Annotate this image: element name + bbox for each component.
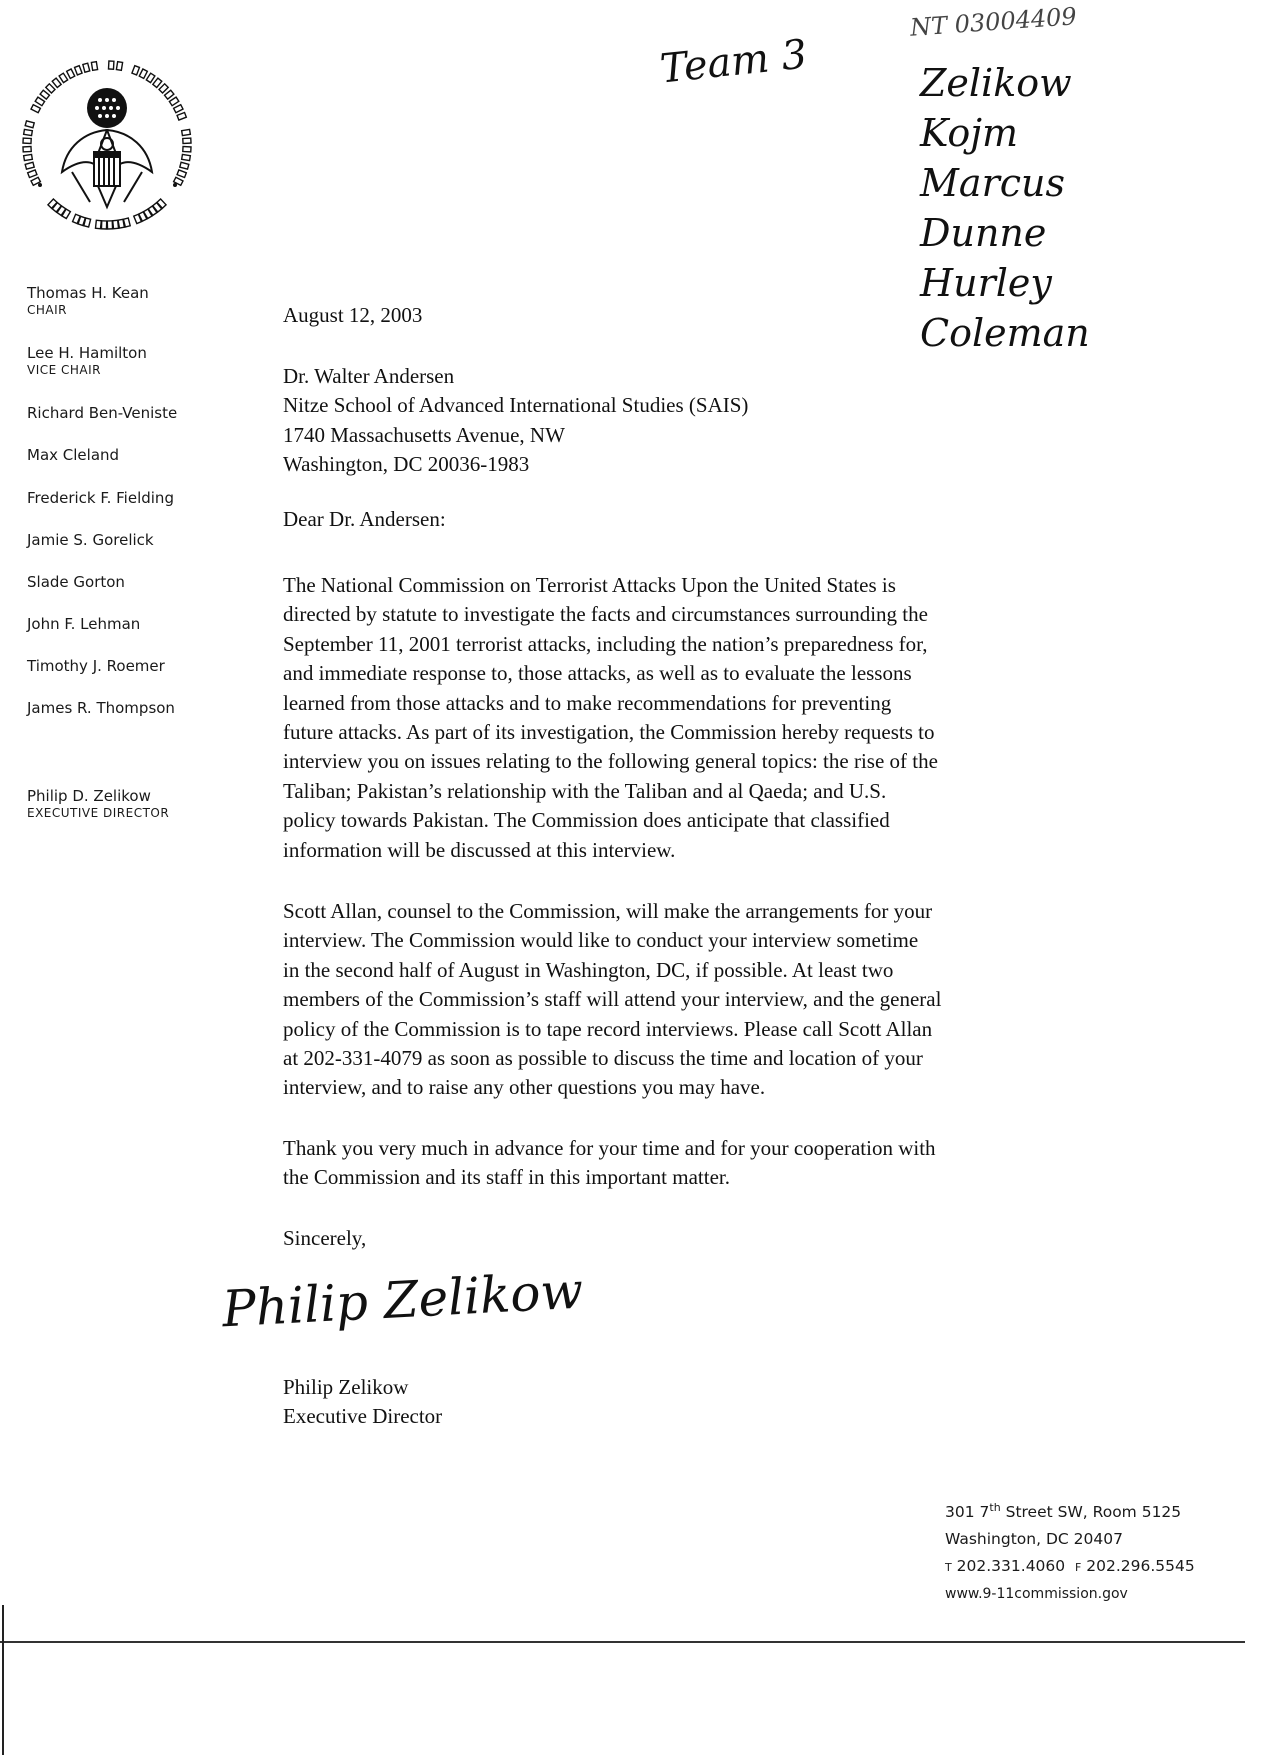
seal-letter-mark xyxy=(23,146,31,151)
commission-address xyxy=(945,1494,1195,1608)
seal-letter-mark xyxy=(24,129,33,135)
text-line: in the second half of August in Washington, DC, if possible. At least two xyxy=(283,957,894,982)
seal-letter-mark xyxy=(116,62,122,71)
seal-letter-mark xyxy=(62,209,70,218)
seal-letter-mark xyxy=(31,105,40,113)
seal-letter-mark xyxy=(146,73,155,82)
city-line: Washington, DC 20407 xyxy=(945,1530,1123,1549)
fax-label: F xyxy=(1075,1561,1082,1575)
seal-letter-mark xyxy=(174,105,183,113)
roster-entry: Richard Ben-Veniste xyxy=(27,404,178,422)
seal-letter-mark xyxy=(40,90,49,99)
text-line: members of the Commission’s staff will attend your interview, and the general xyxy=(283,987,942,1012)
text-line: Taliban; Pakistan’s relationship with the Taliban and al Qaeda; and U.S. xyxy=(283,778,887,803)
roster-name: Lee H. Hamilton xyxy=(27,344,147,362)
routing-name: Zelikow xyxy=(920,61,1072,105)
street-suffix: th xyxy=(989,1501,1001,1514)
handwritten-team-note: Team 3 xyxy=(657,31,810,93)
routing-name: Marcus xyxy=(920,161,1065,205)
signer-block xyxy=(283,1373,442,1432)
roster-name: Thomas H. Kean xyxy=(27,284,149,302)
address-line: 1740 Massachusetts Avenue, NW xyxy=(283,422,565,447)
seal-letter-mark xyxy=(35,97,44,106)
seal-letter-mark xyxy=(183,138,191,143)
text-line: policy of the Commission is to tape record interviews. Please call Scott Allan xyxy=(283,1016,933,1041)
seal-letter-mark xyxy=(177,170,186,178)
seal-letter-mark xyxy=(183,146,191,151)
seal-letter-mark xyxy=(101,221,106,229)
seal-letter-mark xyxy=(139,69,147,78)
text-line: interview. The Commission would like to conduct your interview sometime xyxy=(283,928,919,953)
text-line: directed by statute to investigate the facts and circumstances surrounding the xyxy=(283,602,928,627)
seal-letter-mark xyxy=(123,218,130,227)
roster-entry xyxy=(27,284,149,317)
text-line: interview you on issues relating to the following general topics: the rise of the xyxy=(283,749,938,774)
roster-entry xyxy=(27,344,147,377)
text-line: Thank you very much in advance for your time and for your cooperation with xyxy=(283,1136,936,1160)
address-line: Dr. Walter Andersen xyxy=(283,364,455,388)
address-line: Nitze School of Advanced International Studies (SAIS) xyxy=(283,393,749,418)
routing-name: Kojm xyxy=(920,111,1019,155)
website: www.9-11commission.gov xyxy=(945,1586,1128,1603)
text-line: future attacks. As part of its investigation, the Commission hereby requests to xyxy=(283,720,935,745)
signer-title: Executive Director xyxy=(283,1404,443,1429)
roster-title: EXECUTIVE DIRECTOR xyxy=(27,806,170,820)
seal-letter-mark xyxy=(83,63,90,72)
seal-letter-mark xyxy=(23,138,31,143)
roster-title: CHAIR xyxy=(27,303,67,317)
roster-title: VICE CHAIR xyxy=(27,363,102,377)
street-line xyxy=(945,1494,1195,1526)
recipient-address xyxy=(283,362,748,480)
tel-number: 202.331.4060 xyxy=(956,1557,1066,1576)
roster-name: Philip D. Zelikow xyxy=(27,787,151,805)
commission-seal-logo xyxy=(14,52,200,238)
text-line: September 11, 2001 terrorist attacks, including the nation’s preparedness for, xyxy=(283,631,928,656)
closing: Sincerely, xyxy=(283,1226,367,1250)
salutation: Dear Dr. Andersen: xyxy=(283,507,446,531)
text-line: policy towards Pakistan. The Commission does anticipate that classified xyxy=(283,808,890,833)
text-line: The National Commission on Terrorist Attacks Upon the United States is xyxy=(283,573,896,597)
roster-entry: Max Cleland xyxy=(27,446,120,464)
seal-letter-mark xyxy=(153,203,162,212)
signer-name: Philip Zelikow xyxy=(283,1375,409,1399)
scan-edge-line xyxy=(2,1605,4,1755)
roster-entry: Slade Gorton xyxy=(27,573,125,591)
roster-entry xyxy=(27,787,169,820)
seal-letter-mark xyxy=(91,62,97,71)
seal-letter-mark xyxy=(52,78,61,87)
footer-rule xyxy=(0,1641,1245,1643)
roster-entry: John F. Lehman xyxy=(27,615,141,633)
roster-entry: James R. Thompson xyxy=(27,699,175,717)
seal-letter-mark xyxy=(148,206,157,215)
text-line: at 202-331-4079 as soon as possible to discuss the time and location of your xyxy=(283,1046,923,1071)
street-rest: Street SW, Room 5125 xyxy=(1000,1503,1182,1522)
signature: Philip Zelikow xyxy=(220,1261,585,1339)
roster-entry: Frederick F. Fielding xyxy=(27,489,174,507)
seal-letter-mark xyxy=(59,73,68,82)
seal-letter-mark xyxy=(182,129,191,135)
street-number: 301 7 xyxy=(945,1503,990,1522)
seal-lettering-ring xyxy=(23,61,191,229)
seal-letter-mark xyxy=(169,97,178,106)
paragraph-3 xyxy=(283,1134,936,1193)
seal-letter-mark xyxy=(84,218,91,227)
seal-letter-mark xyxy=(157,199,166,208)
document-number-stamp: NT 03004409 xyxy=(909,2,1078,42)
tel-label: T xyxy=(945,1561,952,1575)
seal-letter-mark xyxy=(75,66,83,75)
routing-name: Hurley xyxy=(920,261,1052,305)
paragraph-2 xyxy=(283,897,941,1103)
text-line: interview, and to raise any other questions you may have. xyxy=(283,1075,766,1100)
text-line: the Commission and its staff in this important matter. xyxy=(283,1165,730,1190)
letter-date: August 12, 2003 xyxy=(283,303,423,327)
seal-letter-mark xyxy=(108,61,113,69)
text-line: learned from those attacks and to make recommendations for preventing xyxy=(283,690,892,715)
routing-name: Dunne xyxy=(920,211,1047,255)
seal-letter-mark xyxy=(25,162,34,169)
address-line: Washington, DC 20036-1983 xyxy=(283,452,530,477)
text-line: and immediate response to, those attacks, as well as to evaluate the lessons xyxy=(283,661,912,686)
text-line: Scott Allan, counsel to the Commission, will make the arrangements for your xyxy=(283,899,933,923)
seal-letter-mark xyxy=(177,113,186,121)
seal-letter-mark xyxy=(95,220,101,228)
text-line: information will be discussed at this interview. xyxy=(283,837,676,862)
seal-letter-mark xyxy=(132,66,140,75)
seal-letter-mark xyxy=(144,209,152,218)
seal-letter-mark xyxy=(28,170,37,178)
phone-line xyxy=(945,1553,1195,1581)
seal-letter-mark xyxy=(153,78,162,87)
seal-letter-mark xyxy=(165,90,174,99)
fax-number: 202.296.5545 xyxy=(1086,1557,1195,1576)
seal-letter-mark xyxy=(24,154,33,160)
seal-letter-mark xyxy=(67,69,75,78)
roster-entry: Timothy J. Roemer xyxy=(27,657,165,675)
paragraph-1 xyxy=(283,571,938,865)
roster-entry: Jamie S. Gorelick xyxy=(27,531,154,549)
seal-letter-mark xyxy=(46,84,55,93)
seal-letter-mark xyxy=(159,84,168,93)
seal-letter-mark xyxy=(25,121,34,128)
routing-name: Coleman xyxy=(920,311,1090,355)
seal-letter-mark xyxy=(107,221,112,229)
seal-letter-mark xyxy=(182,154,191,160)
handwritten-routing-list xyxy=(920,58,1090,358)
seal-letter-mark xyxy=(180,162,189,169)
